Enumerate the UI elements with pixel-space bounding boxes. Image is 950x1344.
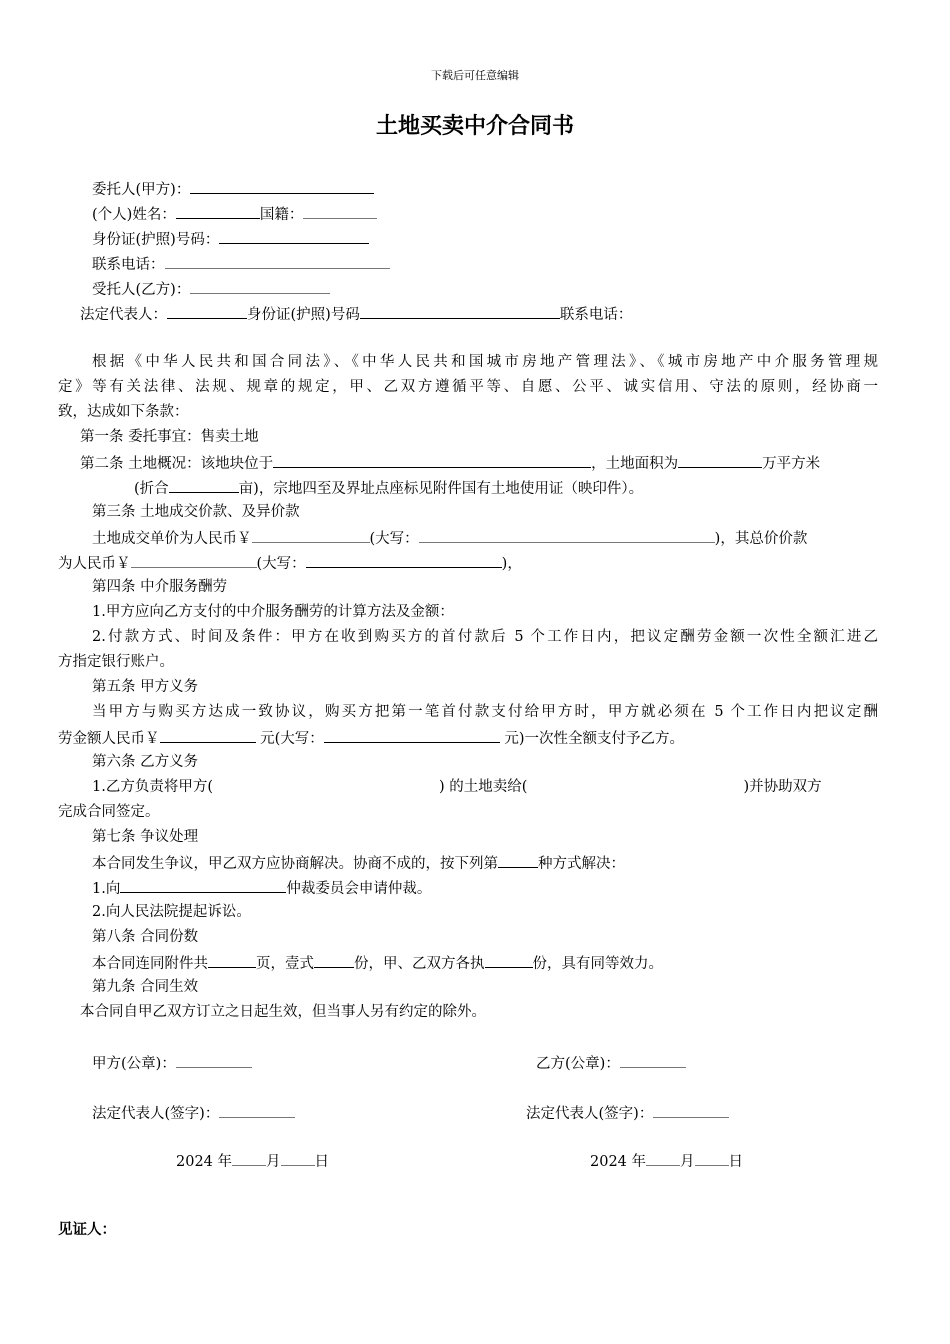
article-3-text-b: (大写： [369, 531, 419, 547]
party-b-year: 2024 年 [590, 1154, 647, 1170]
article-7-line-1 [92, 852, 625, 874]
article-9-text: 本合同自甲乙双方订立之日起生效，但当事人另有约定的除外。 [80, 1004, 486, 1020]
legal-rep-blank[interactable] [167, 303, 247, 319]
article-6-text-a: 1.乙方负责将甲方( [92, 779, 213, 795]
unit-price-blank[interactable] [252, 527, 370, 543]
fee-amount-blank[interactable] [160, 727, 256, 743]
article-3-text-c: )，其总价价款 [714, 531, 808, 547]
article-7-text-a: 本合同发生争议，甲乙双方应协商解决。协商不成的，按下列第 [92, 856, 498, 872]
land-mu-blank[interactable] [169, 477, 239, 493]
phone-label: 联系电话： [92, 257, 165, 273]
party-b-month-blank[interactable] [646, 1150, 680, 1166]
article-7-item-2: 2.向人民法院提起诉讼。 [92, 904, 251, 920]
article-3-heading: 第三条 土地成交价款、及异价款 [92, 504, 300, 520]
article-5-text-c: 元(大写： [260, 731, 324, 747]
legal-rep-label: 法定代表人： [80, 307, 167, 323]
name-label: (个人)姓名： [92, 207, 176, 223]
trustee-line [92, 278, 330, 300]
legal-rep-id-label: 身份证(护照)号码 [247, 307, 360, 323]
party-b-legal-rep-label: 法定代表人(签字)： [526, 1106, 654, 1122]
unit-price-words-blank[interactable] [419, 527, 715, 543]
article-2-text-e: 亩)，宗地四至及界址点座标见附件国有土地使用证（映印件）。 [238, 481, 644, 497]
article-3-line-2 [58, 552, 522, 574]
article-7-item-1 [92, 877, 431, 899]
dispute-method-blank[interactable] [498, 852, 538, 868]
party-a-day-label: 日 [314, 1154, 330, 1170]
party-a-month-blank[interactable] [232, 1150, 266, 1166]
article-8-line-1 [92, 952, 663, 974]
legal-rep-phone-label: 联系电话： [559, 307, 633, 323]
party-a-signature-blank[interactable] [219, 1102, 295, 1118]
article-2-text-b: ，土地面积为 [591, 456, 679, 472]
article-3-text-d: 为人民币￥ [58, 556, 131, 572]
copies-blank[interactable] [314, 952, 354, 968]
party-b-day-label: 日 [728, 1154, 744, 1170]
article-6-text-b: ) 的土地卖给( [439, 779, 528, 795]
party-a-seal-line [92, 1052, 252, 1074]
article-7-text-c: 1.向 [92, 881, 121, 897]
article-6-line-2: 完成合同签定。 [58, 804, 160, 820]
client-line [92, 178, 374, 200]
article-5-text-d: 元)一次性全额支付予乙方。 [504, 731, 685, 747]
land-area-blank[interactable] [678, 452, 762, 468]
article-3-text-f: )， [501, 556, 522, 572]
party-b-seal-blank[interactable] [620, 1052, 686, 1068]
client-blank[interactable] [190, 178, 374, 194]
preamble-line-2: 定》等有关法律、法规、规章的规定，甲、乙双方遵循平等、自愿、公平、诚实信用、守法的原则，经协商一 [58, 379, 878, 395]
nationality-label: 国籍： [259, 207, 304, 223]
legal-rep-line [80, 303, 632, 325]
article-7-heading: 第七条 争议处理 [92, 829, 199, 845]
party-b-month-label: 月 [680, 1154, 695, 1170]
total-price-words-blank[interactable] [306, 552, 502, 568]
article-8-heading: 第八条 合同份数 [92, 929, 199, 945]
party-b-legal-rep-line [526, 1102, 729, 1124]
article-8-text-b: 页，壹式 [256, 956, 314, 972]
article-5-heading: 第五条 甲方义务 [92, 679, 199, 695]
article-6-text-c: )并协助双方 [743, 779, 822, 795]
party-a-seal-label: 甲方(公章)： [92, 1056, 176, 1072]
article-5-line-1: 当甲方与购买方达成一致协议，购买方把第一笔首付款支付给甲方时，甲方就必须在 5 个工作日内把议定酬 [92, 704, 878, 720]
party-a-legal-rep-label: 法定代表人(签字)： [92, 1106, 220, 1122]
article-8-text-d: 份，具有同等效力。 [532, 956, 663, 972]
article-5-text-b: 劳金额人民币￥ [58, 731, 160, 747]
nationality-blank[interactable] [303, 203, 377, 219]
party-a-day-blank[interactable] [281, 1150, 315, 1166]
header-notice: 下载后可任意编辑 [431, 69, 519, 82]
land-location-blank[interactable] [273, 452, 591, 468]
trustee-label: 受托人(乙方)： [92, 282, 191, 298]
pages-blank[interactable] [208, 952, 256, 968]
party-b-signature-blank[interactable] [653, 1102, 729, 1118]
fee-words-blank[interactable] [324, 727, 500, 743]
article-5-line-2 [58, 727, 684, 749]
id-line [92, 228, 369, 250]
name-blank[interactable] [176, 203, 260, 219]
party-b-seal-line [536, 1052, 686, 1074]
party-b-seal-label: 乙方(公章)： [536, 1056, 620, 1072]
article-1: 第一条 委托事宜：售卖土地 [80, 429, 259, 445]
article-4-heading: 第四条 中介服务酬劳 [92, 579, 228, 595]
article-4-item-1: 1.甲方应向乙方支付的中介服务酬劳的计算方法及金额： [92, 604, 454, 620]
each-copies-blank[interactable] [485, 952, 533, 968]
article-7-text-d: 仲裁委员会申请仲裁。 [286, 881, 432, 897]
name-line [92, 203, 377, 225]
phone-blank[interactable] [165, 253, 390, 269]
id-label: 身份证(护照)号码： [92, 232, 220, 248]
article-6-heading: 第六条 乙方义务 [92, 754, 199, 770]
trustee-blank[interactable] [190, 278, 330, 294]
party-a-month-label: 月 [266, 1154, 281, 1170]
legal-rep-id-blank[interactable] [360, 303, 560, 319]
id-blank[interactable] [219, 228, 369, 244]
party-b-date [590, 1150, 743, 1172]
preamble-line-3: 致，达成如下条款： [58, 404, 189, 420]
article-8-text-a: 本合同连同附件共 [92, 956, 208, 972]
article-4-item-2-line-2: 方指定银行账户。 [58, 654, 174, 670]
witness-label: 见证人： [58, 1221, 116, 1238]
article-2-text-c: 万平方米 [762, 456, 821, 472]
article-3-text-e: (大写： [256, 556, 306, 572]
phone-line [92, 253, 390, 275]
party-a-seal-blank[interactable] [176, 1052, 252, 1068]
party-a-date [176, 1150, 329, 1172]
preamble-line-1: 根据《中华人民共和国合同法》、《中华人民共和国城市房地产管理法》、《城市房地产中介服务管理规 [92, 354, 878, 370]
article-2-text-a: 第二条 土地概况：该地块位于 [80, 456, 274, 472]
party-a-legal-rep-line [92, 1102, 295, 1124]
article-4-item-2-line-1: 2.付款方式、时间及条件：甲方在收到购买方的首付款后 5 个工作日内，把议定酬劳金额一次性全额汇进乙 [92, 629, 878, 645]
document-title: 土地买卖中介合同书 [375, 113, 574, 139]
article-9-heading: 第九条 合同生效 [92, 979, 199, 995]
article-2-text-d: (折合 [134, 481, 169, 497]
article-7-text-b: 种方式解决： [538, 856, 625, 872]
article-6-line-1 [92, 777, 878, 797]
client-label: 委托人(甲方)： [92, 182, 191, 198]
total-price-blank[interactable] [131, 552, 257, 568]
article-3-line-1 [92, 527, 807, 549]
article-2-line-2 [134, 477, 643, 499]
party-a-year: 2024 年 [176, 1154, 233, 1170]
article-3-text-a: 土地成交单价为人民币￥ [92, 531, 252, 547]
arbitration-committee-blank[interactable] [120, 877, 286, 893]
article-2-line-1 [80, 452, 820, 474]
party-b-day-blank[interactable] [695, 1150, 729, 1166]
article-8-text-c: 份，甲、乙双方各执 [354, 956, 485, 972]
